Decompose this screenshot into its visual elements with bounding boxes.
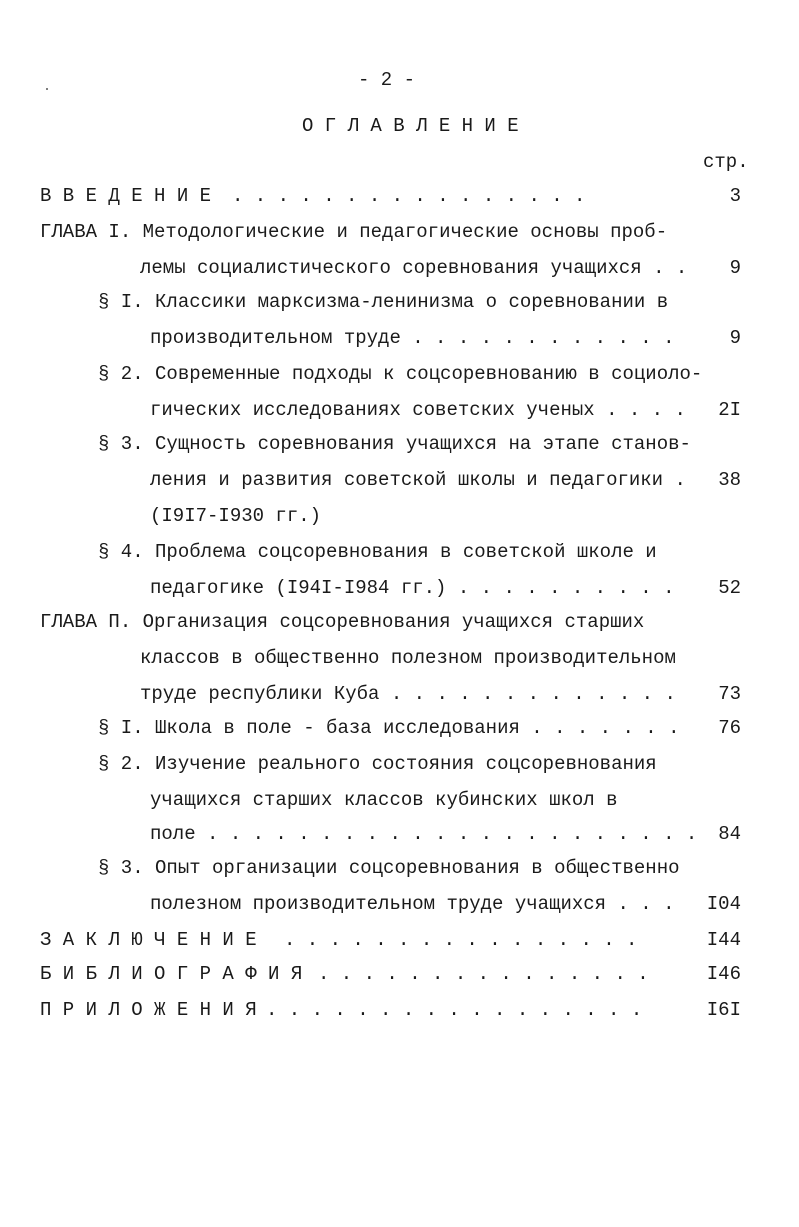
speck-mark <box>46 88 48 90</box>
toc-entry-label: З А К Л Ю Ч Е Н И Е <box>40 929 257 951</box>
toc-entry-page: 38 <box>718 469 741 491</box>
toc-entry-line: учащихся старших классов кубинских школ в <box>150 789 618 811</box>
page-column-label: стр. <box>703 151 749 173</box>
toc-title: О Г Л А В Л Е Н И Е <box>302 115 519 137</box>
toc-entry-line: лемы социалистического соревнования учащихся . . <box>140 257 688 279</box>
toc-entry-line: гических исследованиях советских ученых . . . . <box>150 399 686 421</box>
toc-entry-line: (I9I7-I930 гг.) <box>150 505 322 527</box>
toc-entry-line: § 2. Современные подходы к соцсоревнованию в социоло- <box>98 363 703 385</box>
toc-entry-page: 76 <box>718 717 741 739</box>
toc-entry-line: § I. Школа в поле - база исследования . . . . . . . <box>98 717 680 739</box>
toc-entry-page: I04 <box>706 893 741 915</box>
toc-entry-line: полезном производительном труде учащихся . . . <box>150 893 675 915</box>
leader-dots: . . . . . . . . . . . . . . . . <box>284 929 638 951</box>
leader-dots: . . . . . . . . . . . . . . . . . <box>266 999 643 1021</box>
toc-entry-label: П Р И Л О Ж Е Н И Я <box>40 999 257 1021</box>
leader-dots: . . . . . . . . . . . . . . . . <box>232 185 586 207</box>
toc-entry-line: ления и развития советской школы и педагогики . <box>150 469 686 491</box>
toc-entry-page: 73 <box>718 683 741 705</box>
toc-entry-line: § 3. Сущность соревнования учащихся на этапе станов- <box>98 433 691 455</box>
page-number: - 2 - <box>358 69 416 91</box>
toc-entry-page: 2I <box>718 399 741 421</box>
toc-entry-page: I6I <box>706 999 741 1021</box>
toc-entry-line: § 3. Опыт организации соцсоревнования в общественно <box>98 857 680 879</box>
toc-entry-line: § I. Классики марксизма-ленинизма о соревновании в <box>98 291 669 313</box>
toc-entry-page: 3 <box>729 185 741 207</box>
toc-entry-label: В В Е Д Е Н И Е <box>40 185 212 207</box>
toc-entry-page: 52 <box>718 577 741 599</box>
toc-entry-line: педагогике (I94I-I984 гг.) . . . . . . . . . . <box>150 577 675 599</box>
toc-entry-label: Б И Б Л И О Г Р А Ф И Я <box>40 963 303 985</box>
toc-entry-page: 9 <box>729 257 741 279</box>
toc-entry-line: поле . . . . . . . . . . . . . . . . . . . . . . <box>150 823 698 845</box>
toc-entry-page: 9 <box>729 327 741 349</box>
toc-entry-line: классов в общественно полезном производительном <box>140 647 676 669</box>
toc-entry-line: ГЛАВА I. Методологические и педагогические основы проб- <box>40 221 668 243</box>
toc-entry-line: труде республики Куба . . . . . . . . . . . . . <box>140 683 676 705</box>
toc-entry-line: § 2. Изучение реального состояния соцсоревнования <box>98 753 657 775</box>
toc-entry-page: 84 <box>718 823 741 845</box>
leader-dots: . . . . . . . . . . . . . . . <box>318 963 649 985</box>
toc-entry-page: I44 <box>706 929 741 951</box>
toc-entry-page: I46 <box>706 963 741 985</box>
toc-entry-line: § 4. Проблема соцсоревнования в советской школе и <box>98 541 657 563</box>
toc-entry-line: ГЛАВА П. Организация соцсоревнования учащихся старших <box>40 611 645 633</box>
toc-entry-line: производительном труде . . . . . . . . . . . . <box>150 327 675 349</box>
